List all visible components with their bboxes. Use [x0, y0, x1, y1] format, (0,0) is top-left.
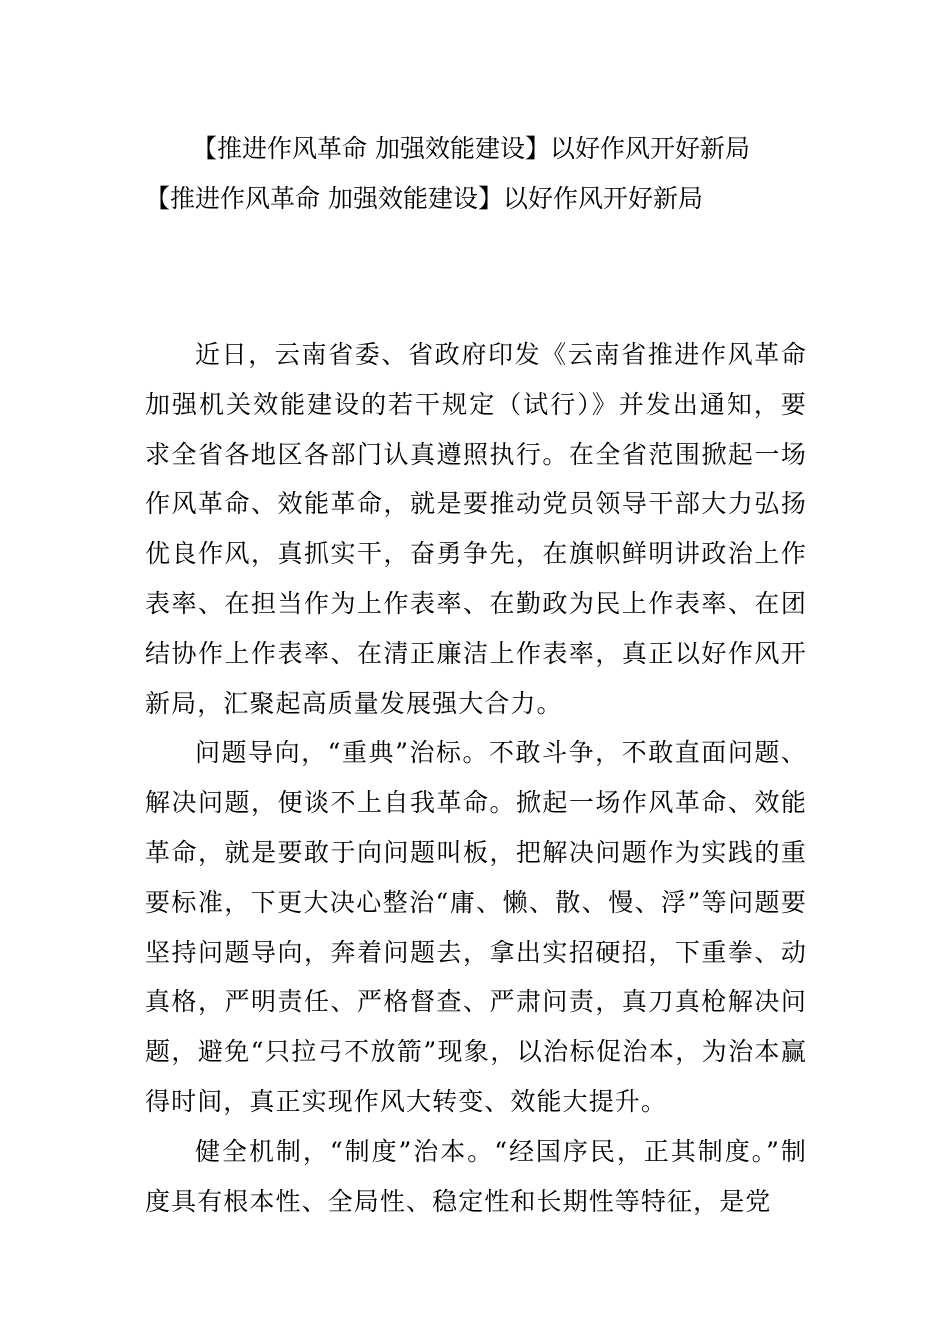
- paragraph-intro: 近日，云南省委、省政府印发《云南省推进作风革命加强机关效能建设的若干规定（试行）》并发出通知，要求全省各地区各部门认真遵照执行。在全省范围掀起一场作风革命、效能革命，就是要推动党员领导干部大力弘扬优良作风，真抓实干，奋勇争先，在旗帜鲜明讲政治上作表率、在担当作为上作表率、在勤政为民上作表率、在团结协作上作表率、在清正廉洁上作表率，真正以好作风开新局，汇聚起高质量发展强大合力。: [145, 340, 807, 718]
- document-title: 【推进作风革命 加强效能建设】以好作风开好新局: [192, 134, 750, 163]
- document-title-repeat: 【推进作风革命 加强效能建设】以好作风开好新局: [145, 184, 703, 213]
- document-body: [145, 330, 807, 1226]
- paragraph-institution-building: 健全机制，“制度”治本。“经国序民，正其制度。”制度具有根本性、全局性、稳定性和长期性等特征，是党: [145, 1136, 807, 1216]
- paragraph-problem-orientation: 问题导向，“重典”治标。不敢斗争，不敢直面问题、解决问题，便谈不上自我革命。掀起一场作风革命、效能革命，就是要敢于向问题叫板，把解决问题作为实践的重要标准，下更大决心整治“庸、懒、散、慢、浮”等问题要坚持问题导向，奔着问题去，拿出实招硬招，下重拳、动真格，严明责任、严格督查、严肃问责，真刀真枪解决问题，避免“只拉弓不放箭”现象，以治标促治本，为治本赢得时间，真正实现作风大转变、效能大提升。: [145, 738, 807, 1116]
